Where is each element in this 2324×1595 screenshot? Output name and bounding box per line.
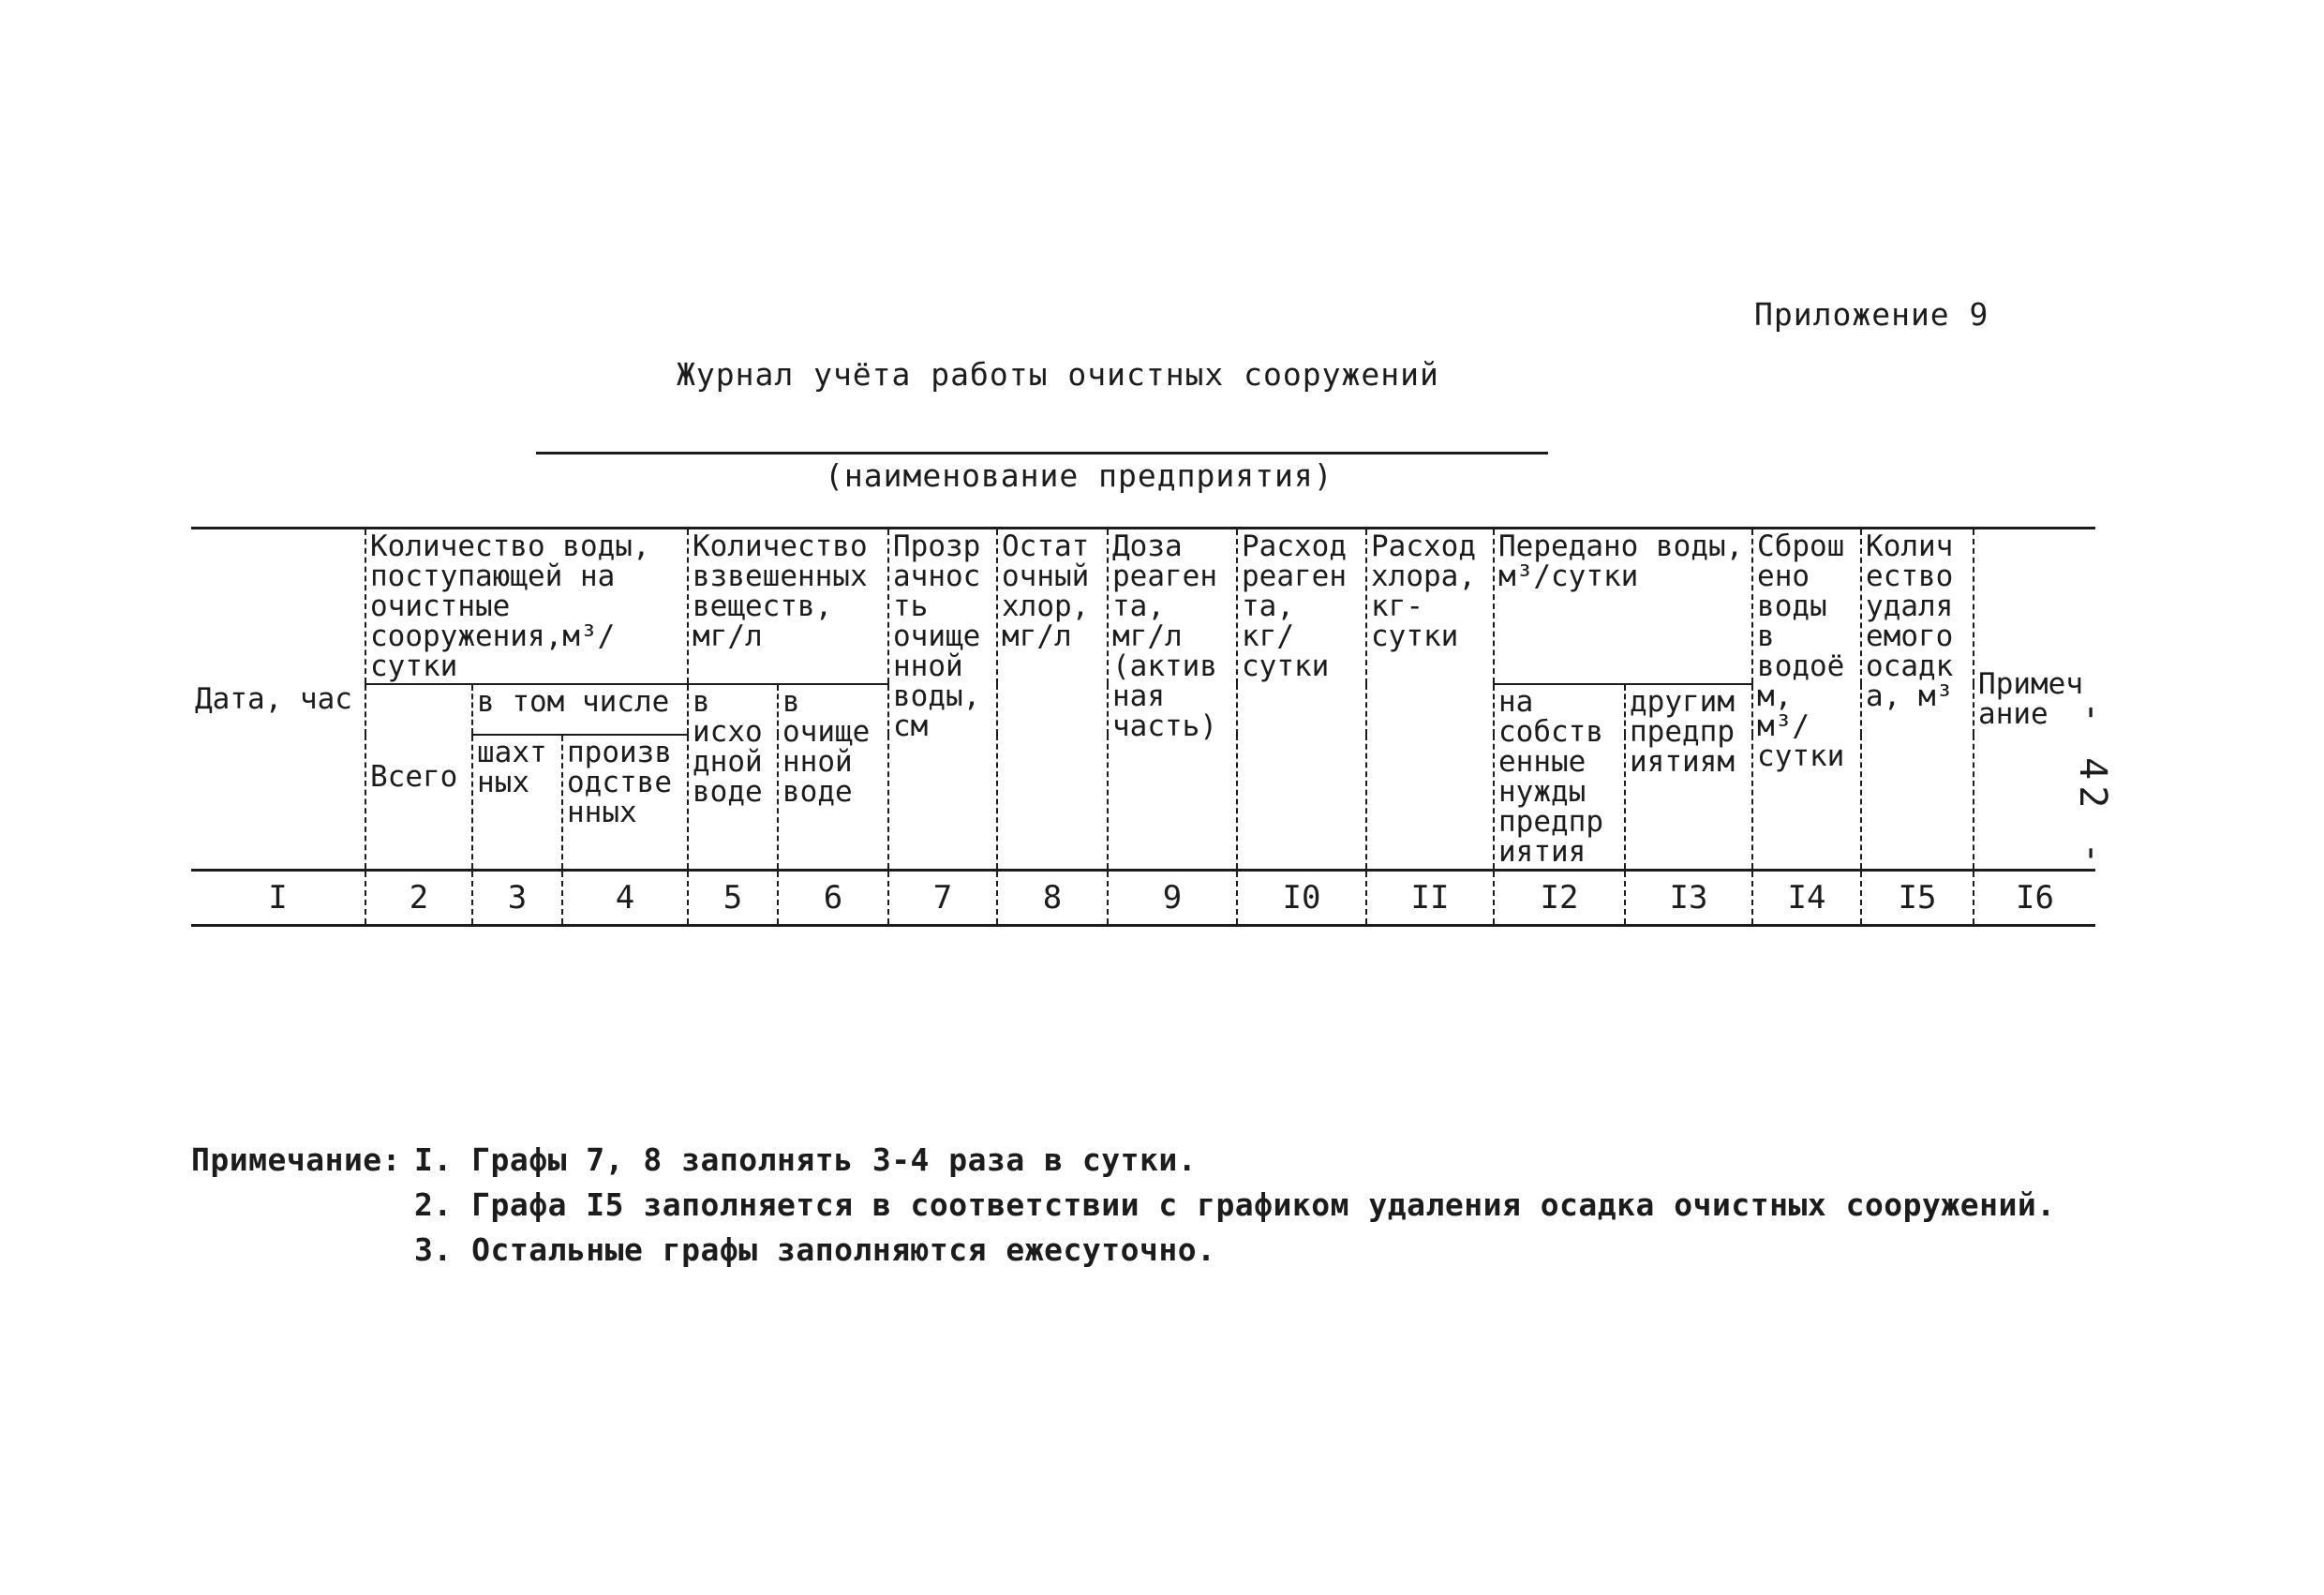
- appendix-label: Приложение 9: [1754, 296, 1989, 333]
- header-reagent-dose: Доза реагента, мг/л (активная часть): [1108, 529, 1237, 871]
- document-title: Журнал учёта работы очистных сооружений: [677, 356, 1439, 393]
- column-number: I3: [1625, 871, 1752, 926]
- column-number: I: [191, 871, 365, 926]
- header-in-treated-water: в очищенной воде: [778, 684, 888, 871]
- header-other-enterprises: другим предприятиям: [1625, 684, 1752, 871]
- column-number: 4: [562, 871, 688, 926]
- column-number: I0: [1237, 871, 1366, 926]
- enterprise-name-caption: (наименование предприятия): [825, 457, 1333, 494]
- header-water-transferred: Передано воды, м³/сутки: [1494, 529, 1752, 685]
- column-number: I2: [1494, 871, 1625, 926]
- column-number: 5: [688, 871, 778, 926]
- header-note: Примечание: [1974, 529, 2095, 871]
- header-discharged: Сброшено воды в водоём, м³/сутки: [1752, 529, 1861, 871]
- column-number: 9: [1108, 871, 1237, 926]
- column-number: I6: [1974, 871, 2095, 926]
- column-number: 3: [472, 871, 562, 926]
- header-mine: шахтных: [472, 735, 562, 871]
- notes-label: Примечание:: [191, 1141, 402, 1178]
- header-reagent-consumption: Расход реагента, кг/сутки: [1237, 529, 1366, 871]
- header-clarity: Прозрачность очищенной воды, см: [888, 529, 997, 871]
- header-sediment: Количество удаляемого осадка, м³: [1861, 529, 1974, 871]
- enterprise-name-line: [536, 452, 1548, 455]
- header-own-needs: на собственные нужды предприятия: [1494, 684, 1625, 871]
- note-item: 3. Остальные графы заполняются ежесуточно.: [414, 1231, 1216, 1268]
- note-item: 2. Графа I5 заполняется в соответствии с графиком удаления осадка очистных сооружений.: [414, 1186, 2056, 1223]
- column-number-row: [191, 871, 2095, 926]
- page-number: - 42 -: [2071, 701, 2114, 871]
- column-number: 6: [778, 871, 888, 926]
- column-number: I5: [1861, 871, 1974, 926]
- header-row: [191, 529, 2095, 685]
- column-number: I4: [1752, 871, 1861, 926]
- note-item: I. Графы 7, 8 заполнять 3-4 раза в сутки.: [414, 1141, 1198, 1178]
- column-number: 8: [997, 871, 1108, 926]
- header-in-raw-water: в исходной воде: [688, 684, 778, 871]
- header-total: Всего: [365, 684, 472, 871]
- header-production: производственных: [562, 735, 688, 871]
- journal-table: [191, 527, 2095, 927]
- header-including: в том числе: [472, 684, 688, 735]
- column-number: II: [1366, 871, 1494, 926]
- column-number: 2: [365, 871, 472, 926]
- header-suspended-solids: Количество взвешенных веществ, мг/л: [688, 529, 888, 685]
- header-chlorine-consumption: Расход хлора, кг-сутки: [1366, 529, 1494, 871]
- header-date-time: Дата, час: [191, 529, 365, 871]
- header-water-quantity: Количество воды, поступающей на очистные сооружения,м³/сутки: [365, 529, 688, 685]
- header-residual-chlorine: Остаточный хлор, мг/л: [997, 529, 1108, 871]
- column-number: 7: [888, 871, 997, 926]
